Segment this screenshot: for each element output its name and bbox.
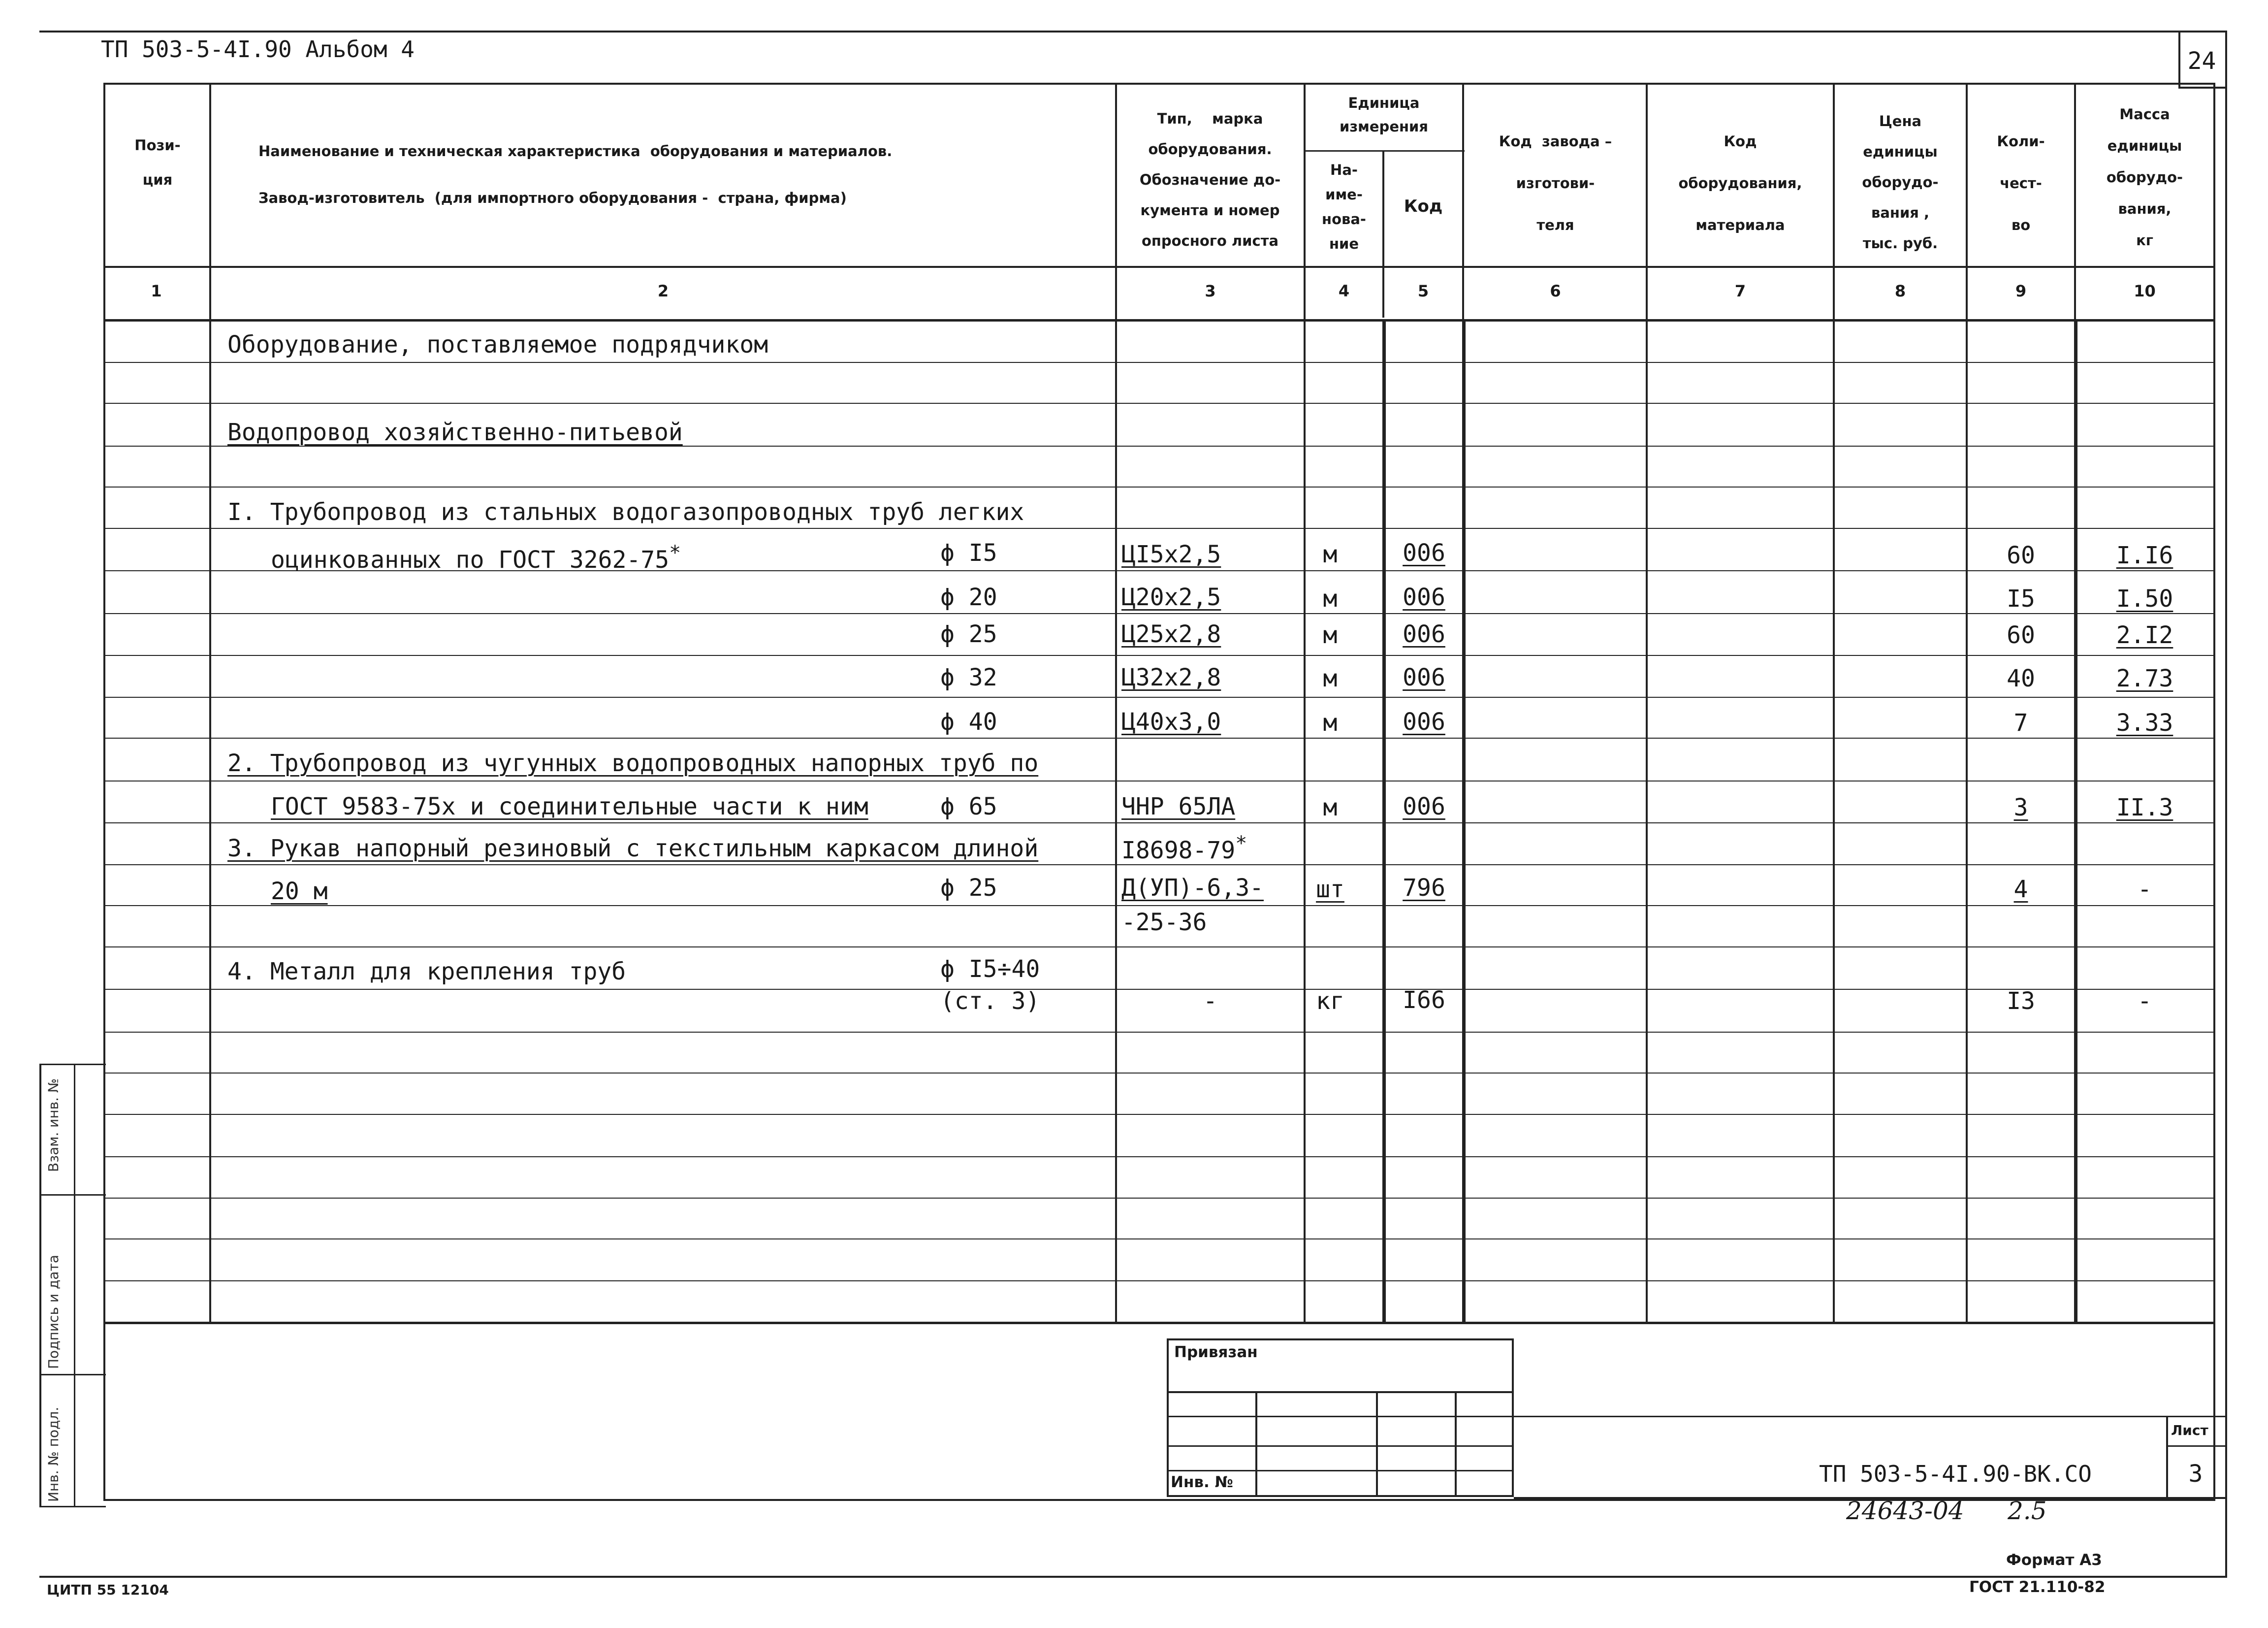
metal-mass: - [2138, 987, 2152, 1015]
qty-32: 40 [2007, 665, 2035, 692]
item-2-line-2: ГОСТ 9583-75х и соединительные части к ним [271, 793, 868, 820]
binding-inv-label: Инв. № [1171, 1473, 1233, 1491]
mass-25: 2.I2 [2116, 621, 2173, 649]
code-40: 006 [1403, 708, 1445, 736]
metal-qty: I3 [2007, 987, 2035, 1015]
item-1-line-2: оцинкованных по ГОСТ 3262-75* [271, 542, 681, 574]
mass-40: 3.33 [2116, 709, 2173, 737]
hose-type-cont: -25-36 [1121, 909, 1207, 936]
hose-qty: 4 [2013, 876, 2028, 903]
qty-20: I5 [2007, 585, 2035, 613]
diameter-40: ϕ 40 [940, 708, 997, 736]
code-20: 006 [1403, 584, 1445, 611]
qty-25: 60 [2007, 621, 2035, 649]
col-header-unit-name: На- име- нова- ние [1322, 162, 1366, 252]
hose-code: 796 [1403, 874, 1445, 902]
col-header-position: Пози- ция [134, 137, 181, 188]
print-code: ЦИТП 55 12104 [47, 1582, 169, 1598]
type-20: Ц20x2,5 [1121, 584, 1221, 611]
col-header-plant-code: Код завода – изготови- теля [1499, 133, 1612, 233]
item-3-title: 3. Рукав напорный резиновый с текстильным каркасом длиной [227, 835, 1039, 862]
item-4-title: 4. Металл для крепления труб [227, 958, 626, 985]
item-3-line-2: 20 м [271, 878, 328, 905]
col-header-equip-code: Код оборудования, материала [1678, 133, 1802, 233]
handwritten-note: 2.5 [2008, 1497, 2047, 1525]
hose-type: Д(УП)-6,3- [1121, 874, 1264, 902]
code-25: 006 [1403, 620, 1445, 648]
item-1-title: I. Трубопровод из стальных водогазопроводных труб легких [227, 498, 1024, 526]
unit-32: м [1323, 665, 1338, 692]
type-15: ЦI5x2,5 [1121, 541, 1221, 568]
hose-mass: - [2138, 876, 2152, 903]
mass-20: I.50 [2116, 585, 2173, 613]
diameter-32: ϕ 32 [940, 664, 997, 691]
hose-gost: I8698-79* [1121, 832, 1247, 864]
code-15: 006 [1403, 539, 1445, 567]
page-number: 24 [2187, 47, 2216, 75]
metal-grade: (ст. 3) [940, 987, 1040, 1015]
col-header-type: Тип, марка оборудования. Обозначение до- кумента и номер опросного листа [1139, 110, 1281, 249]
diameter-15: ϕ I5 [940, 539, 997, 567]
side-label-replaced: Взам. инв. № [45, 1078, 62, 1172]
col-header-qty: Коли- чест- во [1997, 133, 2045, 233]
type-25: Ц25x2,8 [1121, 620, 1221, 648]
col-header-name: Наименование и техническая характеристика оборудования и материалов. Завод-изготовитель (для импортного оборудования - страна, фирма) [258, 143, 893, 206]
document-code: ТП 503-5-4I.90-ВК.СО [1819, 1461, 2092, 1487]
unit-20: м [1323, 585, 1338, 613]
gost-label: ГОСТ 21.110-82 [1969, 1578, 2106, 1596]
document-title: ТП 503-5-4I.90 Альбом 4 [101, 36, 415, 63]
format-label: Формат А3 [2006, 1551, 2102, 1569]
mass-65: II.3 [2116, 794, 2173, 821]
unit-25: м [1323, 621, 1338, 649]
metal-type: - [1203, 987, 1217, 1015]
diameter-25: ϕ 25 [940, 620, 997, 648]
code-32: 006 [1403, 664, 1445, 691]
section-title-water: Водопровод хозяйственно-питьевой [227, 419, 683, 446]
col-header-unit-code: Код [1404, 196, 1443, 216]
sheet-number: 3 [2188, 1460, 2203, 1488]
code-65: 006 [1403, 793, 1445, 820]
col-header-unit-group: Единица измерения [1340, 95, 1428, 135]
unit-65: м [1323, 794, 1338, 821]
type-40: Ц40x3,0 [1121, 708, 1221, 736]
handwritten-inventory: 24643-04 [1846, 1497, 1964, 1525]
unit-40: м [1323, 709, 1338, 737]
qty-15: 60 [2007, 542, 2035, 569]
hose-unit: шт [1316, 876, 1344, 903]
qty-65: 3 [2013, 794, 2028, 821]
diameter-20: ϕ 20 [940, 584, 997, 611]
section-title-contractor: Оборудование, поставляемое подрядчиком [227, 331, 768, 358]
sheet-label: Лист [2171, 1422, 2208, 1438]
col-header-mass: Масса единицы оборудо- вания, кг [2106, 106, 2183, 249]
type-32: Ц32x2,8 [1121, 664, 1221, 691]
item-2-title: 2. Трубопровод из чугунных водопроводных напорных труб по [227, 749, 1039, 777]
mass-15: I.I6 [2116, 542, 2173, 569]
unit-15: м [1323, 541, 1338, 568]
diameter-65: ϕ 65 [940, 793, 997, 820]
binding-stamp-title: Привязан [1174, 1343, 1258, 1361]
col-header-price: Цена единицы оборудо- вания , тыс. руб. [1862, 113, 1939, 252]
metal-code: I66 [1403, 986, 1445, 1014]
mass-32: 2.73 [2116, 665, 2173, 692]
type-65: ЧНР 65ЛА [1121, 793, 1236, 820]
hose-diameter: ϕ 25 [940, 874, 997, 902]
metal-diameter: ϕ I5÷40 [940, 955, 1040, 983]
metal-unit: кг [1316, 987, 1344, 1015]
side-label-inv: Инв. № подл. [45, 1406, 62, 1502]
qty-40: 7 [2013, 709, 2028, 737]
side-label-signature: Подпись и дата [45, 1255, 62, 1369]
